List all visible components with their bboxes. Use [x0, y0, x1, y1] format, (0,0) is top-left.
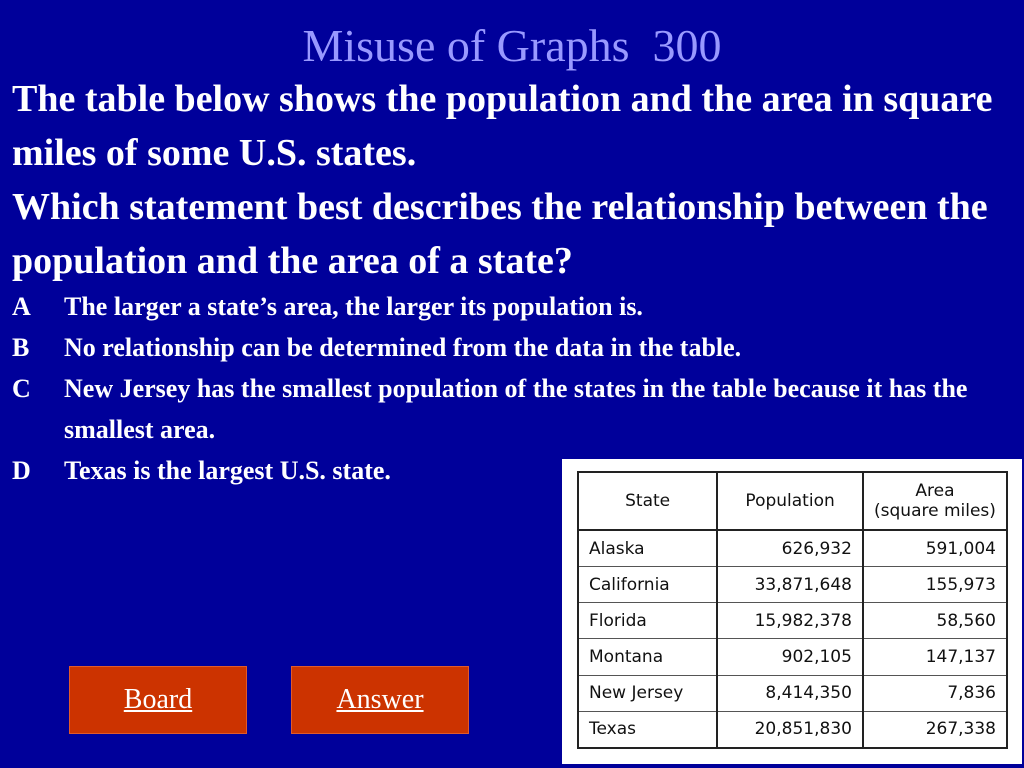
choice-letter: A [12, 292, 31, 321]
choice-text: No relationship can be determined from the data in the table. [64, 333, 742, 362]
choice-c [12, 368, 972, 450]
cell-area: 58,560 [863, 603, 1007, 639]
table-row [578, 567, 1007, 603]
table-row [578, 711, 1007, 748]
cell-population: 15,982,378 [717, 603, 863, 639]
cell-population: 902,105 [717, 639, 863, 675]
choice-a [12, 286, 972, 327]
header-population: Population [717, 472, 863, 530]
cell-state: Montana [578, 639, 717, 675]
choice-letter: B [12, 333, 30, 362]
board-button[interactable] [69, 666, 247, 734]
cell-population: 8,414,350 [717, 675, 863, 711]
choice-letter: C [12, 374, 31, 403]
cell-state: Florida [578, 603, 717, 639]
header-area-line1: Area [915, 481, 955, 501]
choice-letter: D [12, 456, 31, 485]
table-row [578, 639, 1007, 675]
cell-area: 267,338 [863, 711, 1007, 748]
cell-population: 20,851,830 [717, 711, 863, 748]
choice-b [12, 327, 972, 368]
cell-area: 7,836 [863, 675, 1007, 711]
question-line-1: The table below shows the population and the area in square miles of some U.S. states. [12, 78, 993, 174]
cell-area: 147,137 [863, 639, 1007, 675]
question-text [12, 72, 1012, 288]
answer-button[interactable] [291, 666, 469, 734]
choice-text: Texas is the largest U.S. state. [64, 456, 391, 485]
state-data-table [577, 471, 1008, 749]
header-area [863, 472, 1007, 530]
header-area-line2: (square miles) [874, 501, 996, 521]
cell-state: Alaska [578, 530, 717, 567]
slide-title: Misuse of Graphs 300 [302, 20, 722, 71]
cell-population: 33,871,648 [717, 567, 863, 603]
cell-area: 155,973 [863, 567, 1007, 603]
table-header-row [578, 472, 1007, 530]
cell-state: New Jersey [578, 675, 717, 711]
choice-text: The larger a state’s area, the larger its population is. [64, 292, 643, 321]
question-line-2: Which statement best describes the relationship between the population and the area of a state? [12, 186, 988, 282]
state-data-table-panel [562, 459, 1022, 764]
cell-population: 626,932 [717, 530, 863, 567]
table-row [578, 675, 1007, 711]
table-row [578, 530, 1007, 567]
header-state: State [578, 472, 717, 530]
cell-state: Texas [578, 711, 717, 748]
answer-link[interactable]: Answer [336, 684, 424, 715]
cell-state: California [578, 567, 717, 603]
cell-area: 591,004 [863, 530, 1007, 567]
table-row [578, 603, 1007, 639]
board-link[interactable]: Board [123, 684, 193, 715]
choice-text: New Jersey has the smallest population of the states in the table because it has the smallest area. [64, 374, 968, 444]
